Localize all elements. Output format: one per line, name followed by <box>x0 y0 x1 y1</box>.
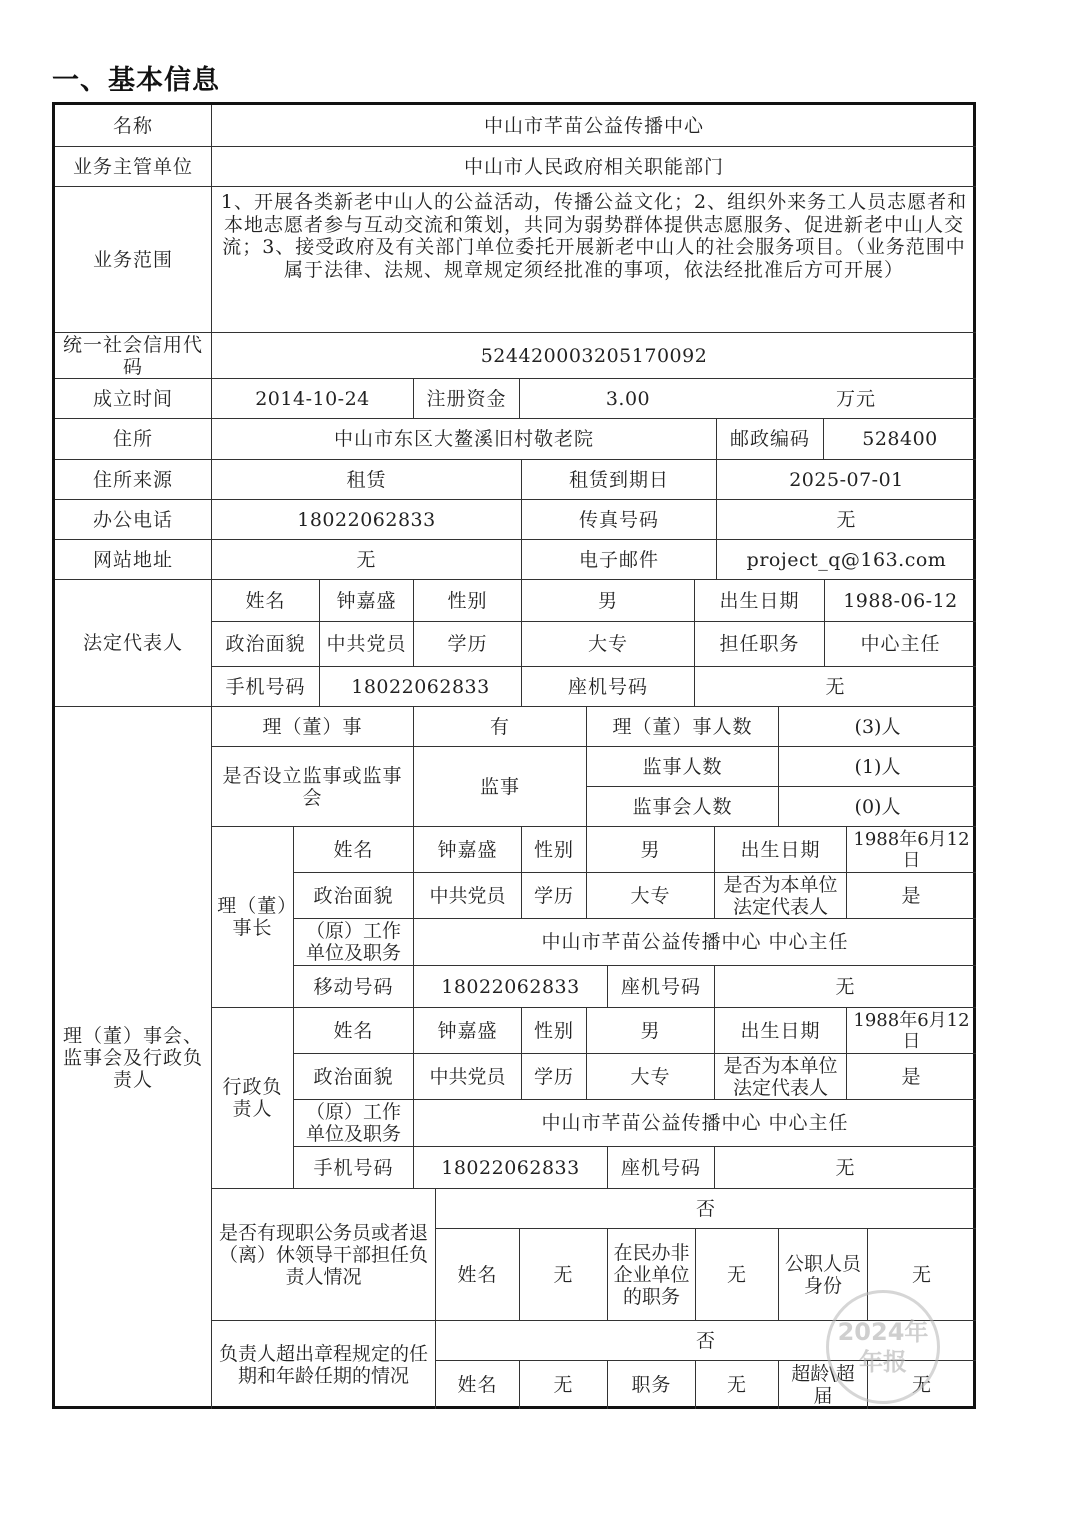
scope-value <box>212 187 976 333</box>
address-value: 中山市东区大鳌溪旧村敬老院 <box>212 419 717 460</box>
lease-label: 租赁到期日 <box>522 460 717 500</box>
capital-label: 注册资金 <box>414 379 520 419</box>
supervisor-count-label: 监事人数 <box>587 747 779 787</box>
official-name-label: 姓名 <box>436 1229 520 1321</box>
executive-gender-value: 男 <box>587 1008 715 1054</box>
address-label: 住所 <box>55 419 212 460</box>
rep-mobile-label: 手机号码 <box>212 667 320 707</box>
rep-mobile-value: 18022062833 <box>320 667 522 707</box>
fax-label: 传真号码 <box>522 500 717 540</box>
overage-answer: 否 <box>436 1321 976 1361</box>
rep-birth-value: 1988-06-12 <box>825 580 976 622</box>
rep-political-value: 中共党员 <box>320 622 414 667</box>
rep-landline-value: 无 <box>695 667 976 707</box>
executive-name-label: 姓名 <box>294 1008 414 1054</box>
chairman-landline-value: 无 <box>715 966 976 1008</box>
email-label: 电子邮件 <box>522 540 717 580</box>
chairman-mobile-value: 18022062833 <box>414 966 608 1008</box>
official-answer: 否 <box>436 1189 976 1229</box>
official-name-value: 无 <box>520 1229 608 1321</box>
supervisor-question-label: 是否设立监事或监事会 <box>212 747 414 827</box>
phone-label: 办公电话 <box>55 500 212 540</box>
executive-birth-label: 出生日期 <box>715 1008 847 1054</box>
overage-duty-label: 职务 <box>608 1361 696 1409</box>
rep-name-value: 钟嘉盛 <box>320 580 414 622</box>
executive-is-rep-label: 是否为本单位法定代表人 <box>715 1054 847 1100</box>
source-label: 住所来源 <box>55 460 212 500</box>
official-identity-label: 公职人员身份 <box>779 1229 868 1321</box>
capital-value: 3.00 <box>520 379 736 419</box>
executive-is-rep-value: 是 <box>847 1054 976 1100</box>
name-label: 名称 <box>55 105 212 147</box>
rep-name-label: 姓名 <box>212 580 320 622</box>
chairman-mobile-label: 移动号码 <box>294 966 414 1008</box>
email-value: project_q@163.com <box>717 540 976 580</box>
executive-work-label: （原）工作单位及职务 <box>294 1100 414 1147</box>
postcode-label: 邮政编码 <box>717 419 824 460</box>
rep-position-label: 担任职务 <box>695 622 825 667</box>
rep-position-value: 中心主任 <box>825 622 976 667</box>
executive-label: 行政负责人 <box>212 1008 294 1189</box>
executive-name-value: 钟嘉盛 <box>414 1008 522 1054</box>
chairman-gender-label: 性别 <box>522 827 587 873</box>
executive-mobile-label: 手机号码 <box>294 1147 414 1189</box>
executive-mobile-value: 18022062833 <box>414 1147 608 1189</box>
source-value: 租赁 <box>212 460 522 500</box>
chairman-education-label: 学历 <box>522 873 587 919</box>
overage-name-value: 无 <box>520 1361 608 1409</box>
official-post-value: 无 <box>696 1229 779 1321</box>
chairman-work-value: 中山市芊苗公益传播中心 中心主任 <box>414 919 976 966</box>
stamp-label: 年报 <box>859 1348 907 1376</box>
overage-duty-value: 无 <box>696 1361 779 1409</box>
chairman-name-label: 姓名 <box>294 827 414 873</box>
authority-label: 业务主管单位 <box>55 147 212 187</box>
credit-code-value: 524420003205170092 <box>212 333 976 379</box>
name-value: 中山市芊苗公益传播中心 <box>212 105 976 147</box>
chairman-is-rep-value: 是 <box>847 873 976 919</box>
rep-education-label: 学历 <box>414 622 522 667</box>
legal-rep-label: 法定代表人 <box>55 580 212 707</box>
chairman-gender-value: 男 <box>587 827 715 873</box>
overage-over-value: 无 <box>911 1374 932 1396</box>
overage-over-label: 超龄\超届 <box>779 1361 868 1409</box>
executive-landline-label: 座机号码 <box>608 1147 715 1189</box>
chairman-label: 理（董）事长 <box>212 827 294 1008</box>
sup-board-count-label: 监事会人数 <box>587 787 779 827</box>
website-value: 无 <box>212 540 522 580</box>
executive-education-value: 大专 <box>587 1054 715 1100</box>
stamp-year: 2024年 <box>837 1318 929 1346</box>
chairman-birth-label: 出生日期 <box>715 827 847 873</box>
board-count-label: 理（董）事人数 <box>587 707 779 747</box>
chairman-birth-value: 1988年6月12日 <box>847 827 976 873</box>
board-label: 理（董）事 <box>212 707 414 747</box>
official-identity-value: 无 <box>868 1229 976 1321</box>
supervisor-question-value: 监事 <box>414 747 587 827</box>
executive-birth-value: 1988年6月12日 <box>847 1008 976 1054</box>
chairman-political-label: 政治面貌 <box>294 873 414 919</box>
authority-value: 中山市人民政府相关职能部门 <box>212 147 976 187</box>
executive-landline-value: 无 <box>715 1147 976 1189</box>
basic-info-table <box>52 102 976 1409</box>
website-label: 网站地址 <box>55 540 212 580</box>
executive-gender-label: 性别 <box>522 1008 587 1054</box>
rep-gender-value: 男 <box>522 580 695 622</box>
official-question-label: 是否有现职公务员或者退（离）休领导干部担任负责人情况 <box>212 1189 436 1321</box>
fax-value: 无 <box>717 500 976 540</box>
executive-political-value: 中共党员 <box>414 1054 522 1100</box>
chairman-work-label: （原）工作单位及职务 <box>294 919 414 966</box>
rep-gender-label: 性别 <box>414 580 522 622</box>
board-count-value: (3)人 <box>779 707 976 747</box>
founded-label: 成立时间 <box>55 379 212 419</box>
section-title: 一、基本信息 <box>52 65 220 96</box>
rep-landline-label: 座机号码 <box>522 667 695 707</box>
credit-code-label: 统一社会信用代码 <box>55 333 212 379</box>
sup-board-count-value: (0)人 <box>779 787 976 827</box>
chairman-name-value: 钟嘉盛 <box>414 827 522 873</box>
founded-value: 2014-10-24 <box>212 379 414 419</box>
executive-work-value: 中山市芊苗公益传播中心 中心主任 <box>414 1100 976 1147</box>
postcode-value: 528400 <box>824 419 976 460</box>
overage-name-label: 姓名 <box>436 1361 520 1409</box>
board-value: 有 <box>414 707 587 747</box>
official-post-label: 在民办非企业单位的职务 <box>608 1229 696 1321</box>
chairman-education-value: 大专 <box>587 873 715 919</box>
rep-education-value: 大专 <box>522 622 695 667</box>
rep-political-label: 政治面貌 <box>212 622 320 667</box>
governance-label: 理（董）事会、监事会及行政负责人 <box>55 707 212 1409</box>
lease-value: 2025-07-01 <box>717 460 976 500</box>
overage-question-label: 负责人超出章程规定的任期和年龄任期的情况 <box>212 1321 436 1409</box>
chairman-landline-label: 座机号码 <box>608 966 715 1008</box>
executive-political-label: 政治面貌 <box>294 1054 414 1100</box>
executive-education-label: 学历 <box>522 1054 587 1100</box>
rep-birth-label: 出生日期 <box>695 580 825 622</box>
chairman-political-value: 中共党员 <box>414 873 522 919</box>
capital-unit: 万元 <box>736 379 976 419</box>
phone-value: 18022062833 <box>212 500 522 540</box>
chairman-is-rep-label: 是否为本单位法定代表人 <box>715 873 847 919</box>
scope-text: 1、开展各类新老中山人的公益活动，传播公益文化；2、组织外来务工人员志愿者和本地志愿者参与互动交流和策划，共同为弱势群体提供志愿服务、促进新老中山人交流；3、接受政府及有关部门单位委托开展新老中山人的社会服务项目。（业务范围中属于法律、法规、规章规定须经批准的事项，依法经批准后方可开展） <box>220 191 968 281</box>
annual-report-stamp <box>826 1290 940 1404</box>
scope-label: 业务范围 <box>55 187 212 333</box>
supervisor-count-value: (1)人 <box>779 747 976 787</box>
